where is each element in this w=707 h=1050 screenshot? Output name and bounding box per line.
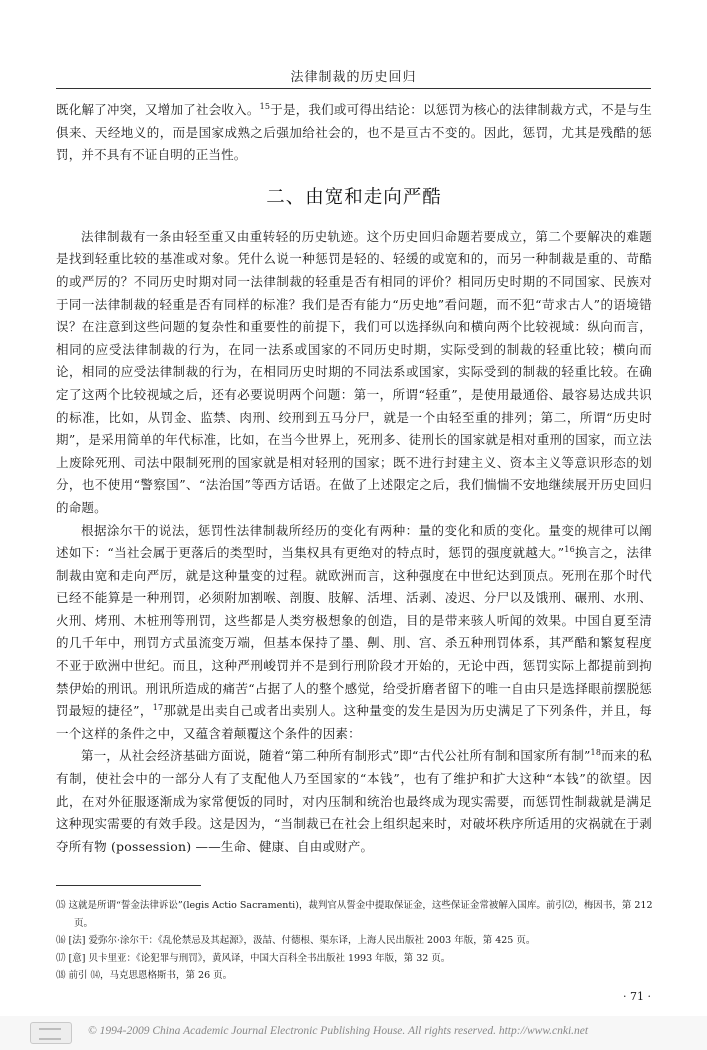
footnote-ref-15[interactable]: 15 xyxy=(259,101,271,111)
paragraph xyxy=(56,520,652,746)
text-run: 换言之，法律制裁由宽和走向严厉，就是这种量变的过程。就欧洲而言，这种强度在中世纪达到顶点。死刑在那个时代已经不能算是一种刑罚，必须附加割喉、剖腹、肢解、活埋、活剥、凌迟、分尸以及饿刑、碾刑、水刑、火刑、烤刑、木桩刑等刑罚，这些都是人类穷极想象的创造，目的是带来骇人听闻的效果。中国自夏至清的几千年中，刑罚方式虽流变万端，但基本保持了墨、劓、刖、宫、杀五种刑罚体系，其严酷和繁复程度不亚于欧洲中世纪。而且，这种严刑峻罚并不是到行刑阶段才开始的，无论中西，惩罚实际上都提前到拘禁伊始的刑讯。刑讯所造成的痛苦“占据了人的整个感觉，给受折磨者留下的唯一自由只是选择眼前摆脱惩罚最短的捷径”， xyxy=(56,545,653,719)
footnote-16: ⒃ [法] 爱弥尔·涂尔干：《乱伦禁忌及其起源》，汲喆、付德根、渠东译，上海人民出版社 2003 年版，第 425 页。 xyxy=(56,935,536,946)
text-run: 根据涂尔干的说法，惩罚性法律制裁所经历的变化有两种：量的变化和质的变化。量变的规律可以阐述如下：“当社会属于更落后的类型时，当集权具有更绝对的特点时，惩罚的强度就越大。” xyxy=(56,522,652,561)
footnote-rule xyxy=(56,885,201,886)
footer-bar xyxy=(0,1016,707,1050)
text-run: 那就是出卖自己或者出卖别人。这种量变的发生是因为历史满足了下列条件，并且，每一个这样的条件之中，又蕴含着颠覆这个条件的因素： xyxy=(56,703,652,741)
footnote-17: ⒄ [意] 贝卡里亚：《论犯罪与刑罚》，黄风译，中国大百科全书出版社 1993 年版，第 32 页。 xyxy=(56,952,451,964)
copyright-text: © 1994-2009 China Academic Journal Electronic Publishing House. All rights reserved. http://www.cnki.net xyxy=(88,1025,589,1037)
cnki-logo-icon xyxy=(30,1022,72,1044)
section-heading: 二、由宽和走向严酷 xyxy=(266,186,442,208)
paragraph-continuation xyxy=(56,99,652,167)
paragraph: 法律制裁有一条由轻至重又由重转轻的历史轨迹。这个历史回归命题若要成立，第二个要解决的难题是找到轻重比较的基准或对象。凭什么说一种惩罚是轻的、轻缓的或宽和的，而另一种制裁是重的、苛酷的或严厉的？不同历史时期对同一法律制裁的轻重是否有相同的评价？相同历史时期的不同国家、民族对于同一法律制裁的轻重是否有同样的标准？我们是否有能力“历史地”看问题，而不犯“苛求古人”的语境错误？在注意到这些问题的复杂性和重要性的前提下，我们可以选择纵向和横向两个比较视域：纵向而言，相同的应受法律制裁的行为，在同一法系或国家的不同历史时期，实际受到的制裁的轻重比较；横向而论，相同的应受法律制裁的行为，在相同历史时期的不同法系或国家，实际受到的制裁的轻重比较。在确定了这两个比较视域之后，还有必要说明两个问题：第一，所谓“轻重”，是使用最通俗、最容易达成共识的标准，比如，从罚金、监禁、肉刑、绞刑到五马分尸，就是一个由轻至重的排列；第二，所谓“历史时期”，是采用简单的年代标准，比如，在当今世界上，死刑多、徒刑长的国家就是相对重刑的国家，而立法上废除死刑、司法中限制死刑的国家就是相对轻刑的国家；既不进行封建主义、资本主义等意识形态的划分，也不使用“警察国”、“法治国”等西方话语。在做了上述限定之后，我们惴惴不安地继续展开历史回归的命题。 xyxy=(56,228,652,515)
article-body xyxy=(56,99,652,858)
footnote-18: ⒅ 前引 ⒁，马克思恩格斯书，第 26 页。 xyxy=(56,970,233,981)
paragraph xyxy=(56,745,652,858)
running-head-title: 法律制裁的历史回归 xyxy=(290,70,417,85)
text-run: 既化解了冲突，又增加了社会收入。 xyxy=(56,102,260,117)
page-number: · 71 · xyxy=(623,990,651,1003)
text-run: 于是，我们或可得出结论：以惩罚为核心的法律制裁方式，不是与生俱来、天经地义的，而是国家成熟之后强加给社会的，也不是亘古不变的。因此，惩罚，尤其是残酷的惩罚，并不具有不证自明的正当性。 xyxy=(56,102,652,163)
footnote-ref-16[interactable]: 16 xyxy=(564,544,575,554)
header-rule xyxy=(56,88,651,89)
footnote-ref-17[interactable]: 17 xyxy=(152,703,164,713)
footnote-15: ⒂ 这就是所谓“誓金法律诉讼”(legis Actio Sacramenti)，裁判官从誓金中提取保证金，这些保证金常被解入国库。前引⑵，梅因书，第 212 页。 xyxy=(56,900,653,929)
footnote-ref-18[interactable]: 18 xyxy=(590,748,602,758)
text-run: 而来的私有制，使社会中的一部分人有了支配他人乃至国家的“本钱”，也有了维护和扩大这种“本钱”的欲望。因此，在对外征服逐渐成为家常便饭的同时，对内压制和统治也最终成为现实需要，而惩罚性制裁就是满足这种现实需要的有效手段。这是因为，“当制裁已在社会上组织起来时，对破坏秩序所适用的灾祸就在于剥夺所有物 (possession) ——生命、健康、自由或财产。 xyxy=(56,748,652,854)
text-run: 第一，从社会经济基础方面说，随着“第二种所有制形式”即“古代公社所有制和国家所有制” xyxy=(81,748,591,764)
footnotes xyxy=(56,897,656,985)
